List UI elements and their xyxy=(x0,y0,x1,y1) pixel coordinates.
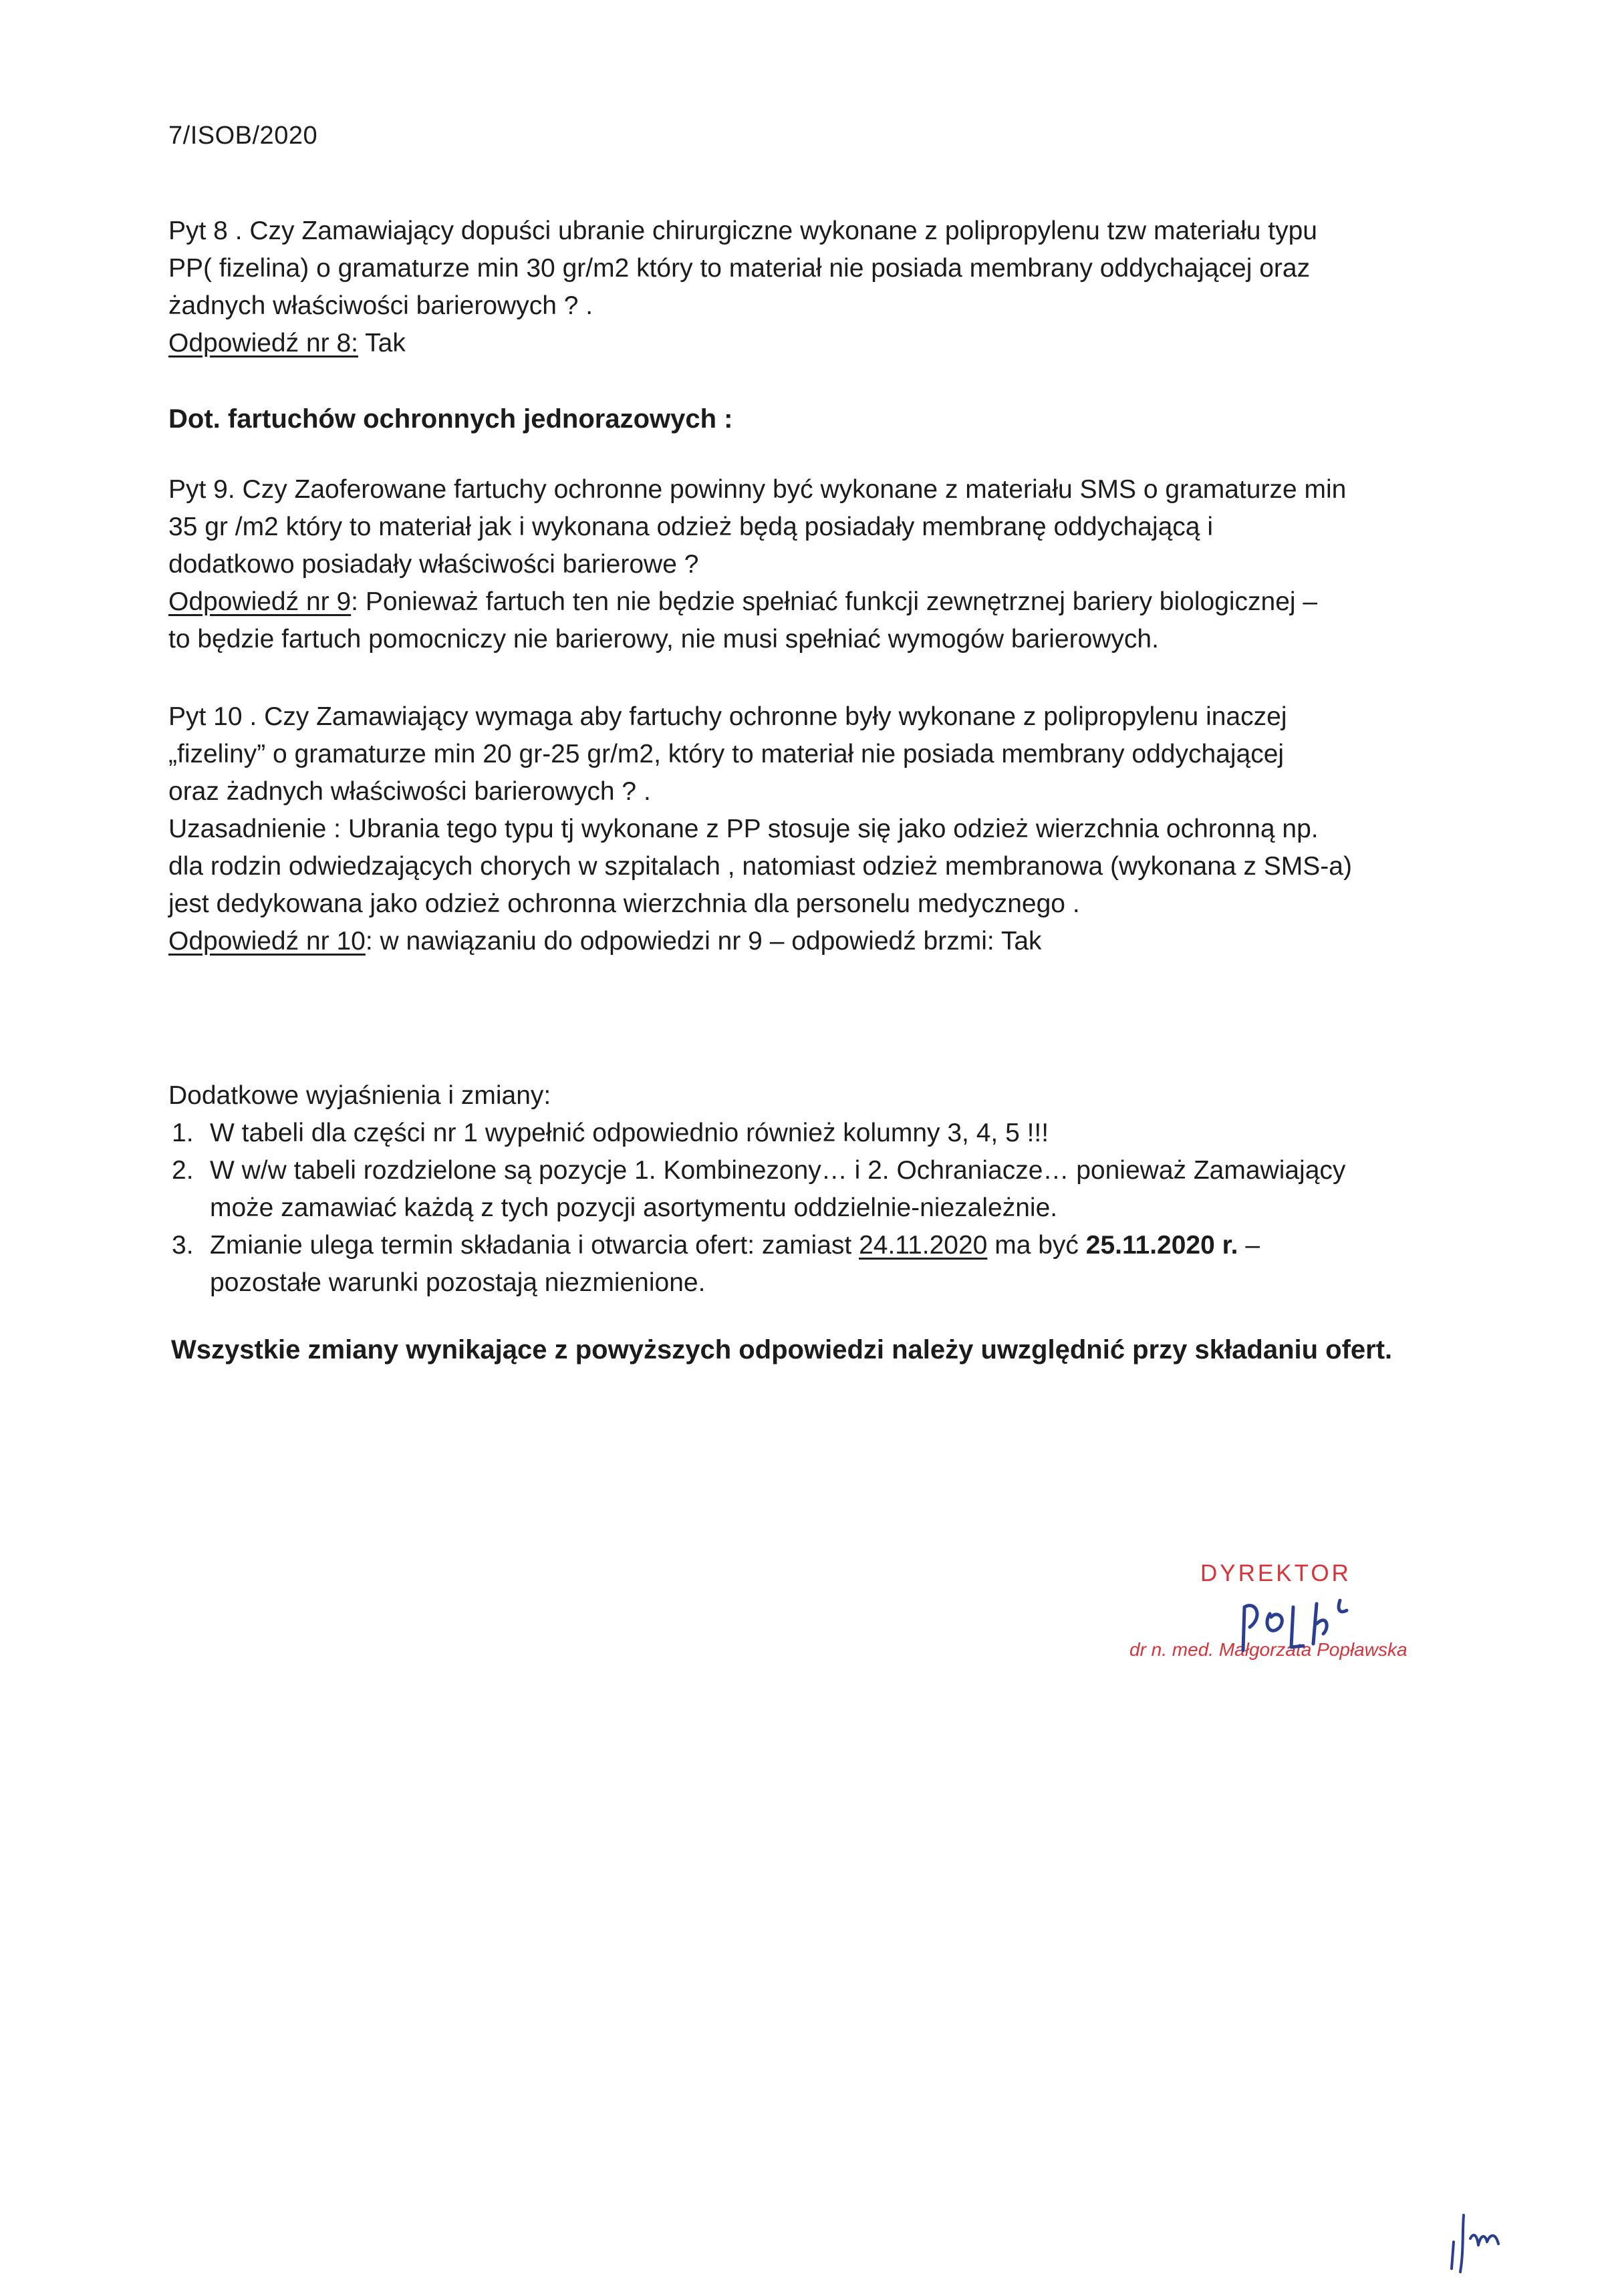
question-10-line: „fizeliny” o gramaturze min 20 gr-25 gr/m2, który to materiał nie posiada membrany oddychającej xyxy=(168,740,1285,768)
question-8-line: PP( fizelina) o gramaturze min 30 gr/m2 który to materiał nie posiada membrany oddychającej oraz xyxy=(168,254,1311,283)
list-item-text: W tabeli dla części nr 1 wypełnić odpowiednio również kolumny 3, 4, 5 !!! xyxy=(210,1119,1049,1147)
answer-8-label: Odpowiedź nr 8: xyxy=(168,329,358,357)
list-item-text: W w/w tabeli rozdzielone są pozycje 1. Kombinezony… i 2. Ochraniacze… ponieważ Zamawiający xyxy=(210,1156,1346,1185)
list-item xyxy=(168,1115,1465,1152)
list-item-text: Zmianie ulega termin składania i otwarcia ofert: zamiast xyxy=(210,1231,859,1260)
answer-8-text: Tak xyxy=(358,329,406,357)
answer-9 xyxy=(168,583,1465,621)
list-item-text: – xyxy=(1238,1231,1260,1260)
answer-9-text: : Ponieważ fartuch ten nie będzie spełniać funkcji zewnętrznej bariery biologicznej – xyxy=(351,587,1318,616)
changes-list xyxy=(168,1115,1465,1302)
list-item-number: 1. xyxy=(172,1119,194,1147)
list-item-text: ma być xyxy=(987,1231,1086,1260)
handwritten-initials xyxy=(1444,2205,1517,2279)
question-10-block xyxy=(168,698,1465,960)
question-8-line: żadnych właściwości barierowych ? . xyxy=(168,291,593,320)
director-stamp xyxy=(1129,1560,1450,1674)
question-10-line: oraz żadnych właściwości barierowych ? . xyxy=(168,777,651,806)
final-note: Wszystkie zmiany wynikające z powyższych odpowiedzi należy uwzględnić przy składaniu ofert. xyxy=(171,1335,1393,1365)
justification-line: jest dedykowana jako odzież ochronna wierzchnia dla personelu medycznego . xyxy=(168,889,1080,918)
answer-10-text: : w nawiązaniu do odpowiedzi nr 9 – odpowiedź brzmi: Tak xyxy=(365,927,1042,956)
list-item-number: 3. xyxy=(172,1231,194,1260)
handwritten-signature xyxy=(1230,1587,1390,1661)
new-deadline-date: 25.11.2020 r. xyxy=(1085,1231,1238,1260)
list-item-text: pozostałe warunki pozostają niezmienione. xyxy=(210,1268,706,1297)
answer-9-continuation: to będzie fartuch pomocniczy nie barierowy, nie musi spełniać wymogów barierowych. xyxy=(168,625,1159,654)
justification-line: Uzasadnienie : Ubrania tego typu tj wykonane z PP stosuje się jako odzież wierzchnia ochronną np. xyxy=(168,815,1319,843)
question-8-line: Pyt 8 . Czy Zamawiający dopuści ubranie chirurgiczne wykonane z polipropylenu tzw materiału typu xyxy=(168,217,1317,245)
additional-intro: Dodatkowe wyjaśnienia i zmiany: xyxy=(168,1081,551,1110)
additional-changes-block xyxy=(168,1077,1465,1302)
question-9-line: dodatkowo posiadały właściwości barierowe ? xyxy=(168,550,699,579)
list-item-number: 2. xyxy=(172,1156,194,1185)
list-item-text: może zamawiać każdą z tych pozycji asortymentu oddzielnie-niezależnie. xyxy=(210,1193,1058,1222)
answer-10-label: Odpowiedź nr 10 xyxy=(168,927,366,956)
question-9-block xyxy=(168,471,1465,658)
answer-9-label: Odpowiedź nr 9 xyxy=(168,587,352,616)
stamp-title: DYREKTOR xyxy=(1200,1560,1351,1586)
aprons-heading: Dot. fartuchów ochronnych jednorazowych : xyxy=(168,404,733,434)
justification-line: dla rodzin odwiedzających chorych w szpitalach , natomiast odzież membranowa (wykonana z SMS-a) xyxy=(168,852,1352,881)
question-8-block xyxy=(168,212,1465,362)
list-item xyxy=(168,1227,1465,1302)
old-deadline-date: 24.11.2020 xyxy=(859,1231,988,1260)
question-9-line: 35 gr /m2 który to materiał jak i wykonana odzież będą posiadały membranę oddychającą i xyxy=(168,513,1213,541)
list-item xyxy=(168,1152,1465,1227)
answer-10 xyxy=(168,923,1465,960)
question-10-line: Pyt 10 . Czy Zamawiający wymaga aby fartuchy ochronne były wykonane z polipropylenu inaczej xyxy=(168,702,1287,731)
answer-8 xyxy=(168,325,1465,362)
question-9-line: Pyt 9. Czy Zaoferowane fartuchy ochronne powinny być wykonane z materiału SMS o gramaturze min xyxy=(168,475,1347,504)
document-reference: 7/ISOB/2020 xyxy=(168,122,318,150)
stamp-name: dr n. med. Małgorzata Popławska xyxy=(1129,1639,1407,1660)
